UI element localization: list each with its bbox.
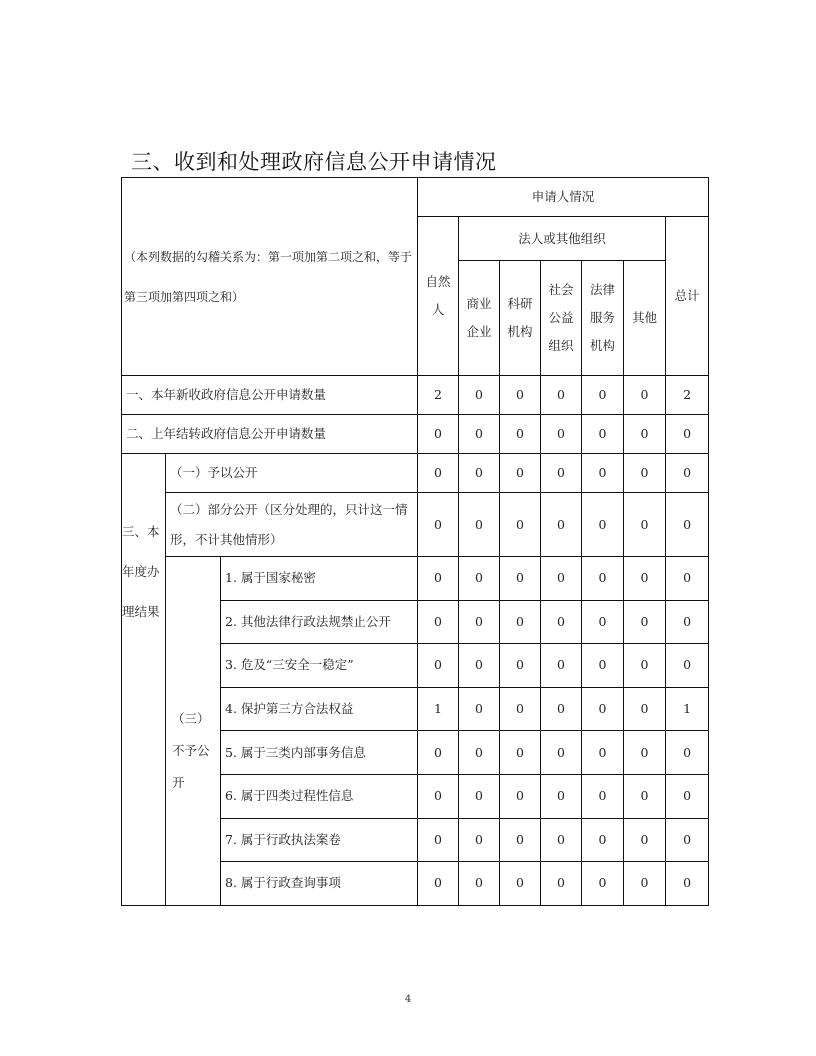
cell-value: 0 xyxy=(666,862,709,906)
row-label: 4. 保护第三方合法权益 xyxy=(221,687,418,731)
cell-value: 0 xyxy=(459,862,500,906)
cell-value: 0 xyxy=(418,493,459,557)
cell-value: 0 xyxy=(500,644,541,688)
cell-value: 0 xyxy=(500,774,541,818)
cell-value: 0 xyxy=(582,493,624,557)
cell-value: 0 xyxy=(541,415,582,454)
cell-value: 0 xyxy=(418,557,459,601)
header-legal-service-text: 法律服务机构 xyxy=(590,282,616,353)
cell-value: 0 xyxy=(666,557,709,601)
table-row xyxy=(122,493,709,557)
cell-value: 0 xyxy=(459,731,500,775)
cell-value: 0 xyxy=(459,376,500,415)
cell-value: 0 xyxy=(459,557,500,601)
cell-value: 1 xyxy=(666,687,709,731)
cell-value: 0 xyxy=(582,644,624,688)
row-label: 1. 属于国家秘密 xyxy=(221,557,418,601)
header-note-text: （本列数据的勾稽关系为：第一项加第二项之和，等于第三项加第四项之和） xyxy=(124,249,413,304)
cell-value: 0 xyxy=(541,376,582,415)
row-label: 5. 属于三类内部事务信息 xyxy=(221,731,418,775)
cell-value: 0 xyxy=(459,454,500,493)
row-label: 7. 属于行政执法案卷 xyxy=(221,818,418,862)
cell-value: 0 xyxy=(624,818,666,862)
cell-value: 0 xyxy=(666,454,709,493)
cell-value: 0 xyxy=(500,687,541,731)
cell-value: 0 xyxy=(624,862,666,906)
cell-value: 2 xyxy=(666,376,709,415)
cell-value: 0 xyxy=(500,557,541,601)
cell-value: 0 xyxy=(582,376,624,415)
header-legal-service xyxy=(582,261,624,376)
cell-value: 0 xyxy=(418,644,459,688)
cell-value: 0 xyxy=(418,862,459,906)
cell-value: 2 xyxy=(418,376,459,415)
cell-value: 0 xyxy=(418,818,459,862)
row-label: 一、本年新收政府信息公开申请数量 xyxy=(122,376,418,415)
header-social-welfare xyxy=(541,261,582,376)
cell-value: 0 xyxy=(459,600,500,644)
cell-value: 0 xyxy=(624,600,666,644)
cell-value: 0 xyxy=(582,818,624,862)
table-row xyxy=(122,454,709,493)
table-row xyxy=(122,415,709,454)
cell-value: 0 xyxy=(459,774,500,818)
cell-value: 0 xyxy=(666,644,709,688)
cell-value: 0 xyxy=(500,415,541,454)
cell-value: 0 xyxy=(624,557,666,601)
header-natural-person-text: 自然人 xyxy=(425,274,451,317)
header-total: 总计 xyxy=(666,217,709,376)
cell-value: 0 xyxy=(666,774,709,818)
cell-value: 0 xyxy=(500,493,541,557)
cell-value: 0 xyxy=(459,818,500,862)
header-legal-persons: 法人或其他组织 xyxy=(459,217,666,261)
cell-value: 0 xyxy=(500,600,541,644)
row-label: （二）部分公开（区分处理的，只计这一情形，不计其他情形） xyxy=(166,493,418,557)
cell-value: 0 xyxy=(541,600,582,644)
row-label: 6. 属于四类过程性信息 xyxy=(221,774,418,818)
cell-value: 0 xyxy=(624,493,666,557)
header-applicant: 申请人情况 xyxy=(418,178,709,217)
cell-value: 0 xyxy=(541,862,582,906)
cell-value: 0 xyxy=(459,493,500,557)
cell-value: 0 xyxy=(541,493,582,557)
table-row xyxy=(122,557,709,601)
header-commercial xyxy=(459,261,500,376)
row-label: 2. 其他法律行政法规禁止公开 xyxy=(221,600,418,644)
cell-value: 0 xyxy=(666,600,709,644)
cell-value: 0 xyxy=(582,415,624,454)
cell-value: 0 xyxy=(418,415,459,454)
cell-value: 0 xyxy=(459,415,500,454)
cell-value: 0 xyxy=(541,454,582,493)
cell-value: 0 xyxy=(582,687,624,731)
row-label: 二、上年结转政府信息公开申请数量 xyxy=(122,415,418,454)
cell-value: 0 xyxy=(541,731,582,775)
header-commercial-text: 商业企业 xyxy=(466,296,492,339)
row-header-not-open xyxy=(166,557,221,906)
cell-value: 0 xyxy=(541,774,582,818)
row-header-not-open-text: （三）不予公开 xyxy=(172,711,210,790)
cell-value: 0 xyxy=(666,818,709,862)
cell-value: 0 xyxy=(582,731,624,775)
cell-value: 0 xyxy=(500,862,541,906)
cell-value: 0 xyxy=(418,454,459,493)
cell-value: 0 xyxy=(500,731,541,775)
cell-value: 0 xyxy=(500,454,541,493)
cell-value: 0 xyxy=(666,415,709,454)
table-row xyxy=(122,376,709,415)
header-note xyxy=(122,178,418,376)
cell-value: 0 xyxy=(541,557,582,601)
header-other: 其他 xyxy=(624,261,666,376)
cell-value: 0 xyxy=(418,731,459,775)
cell-value: 0 xyxy=(418,600,459,644)
section-title: 三、收到和处理政府信息公开申请情况 xyxy=(131,150,497,174)
cell-value: 0 xyxy=(624,415,666,454)
cell-value: 0 xyxy=(624,774,666,818)
info-request-table xyxy=(121,177,709,906)
cell-value: 0 xyxy=(541,687,582,731)
row-label: 8. 属于行政查询事项 xyxy=(221,862,418,906)
header-research xyxy=(500,261,541,376)
cell-value: 0 xyxy=(624,454,666,493)
cell-value: 0 xyxy=(582,600,624,644)
cell-value: 0 xyxy=(541,818,582,862)
header-research-text: 科研机构 xyxy=(507,296,533,339)
row-label: 3. 危及“三安全一稳定” xyxy=(221,644,418,688)
row-header-section3 xyxy=(122,454,166,906)
header-social-welfare-text: 社会公益组织 xyxy=(548,282,574,353)
cell-value: 0 xyxy=(666,731,709,775)
row-label: （一）予以公开 xyxy=(166,454,418,493)
cell-value: 0 xyxy=(459,687,500,731)
cell-value: 0 xyxy=(624,644,666,688)
cell-value: 1 xyxy=(418,687,459,731)
cell-value: 0 xyxy=(624,687,666,731)
cell-value: 0 xyxy=(500,818,541,862)
cell-value: 0 xyxy=(500,376,541,415)
header-natural-person xyxy=(418,217,459,376)
row-header-section3-text: 三、本年度办理结果 xyxy=(122,524,160,619)
cell-value: 0 xyxy=(582,557,624,601)
cell-value: 0 xyxy=(582,454,624,493)
cell-value: 0 xyxy=(541,644,582,688)
cell-value: 0 xyxy=(418,774,459,818)
cell-value: 0 xyxy=(459,644,500,688)
page-number: 4 xyxy=(404,994,412,1005)
cell-value: 0 xyxy=(624,376,666,415)
cell-value: 0 xyxy=(582,862,624,906)
cell-value: 0 xyxy=(582,774,624,818)
cell-value: 0 xyxy=(666,493,709,557)
cell-value: 0 xyxy=(624,731,666,775)
